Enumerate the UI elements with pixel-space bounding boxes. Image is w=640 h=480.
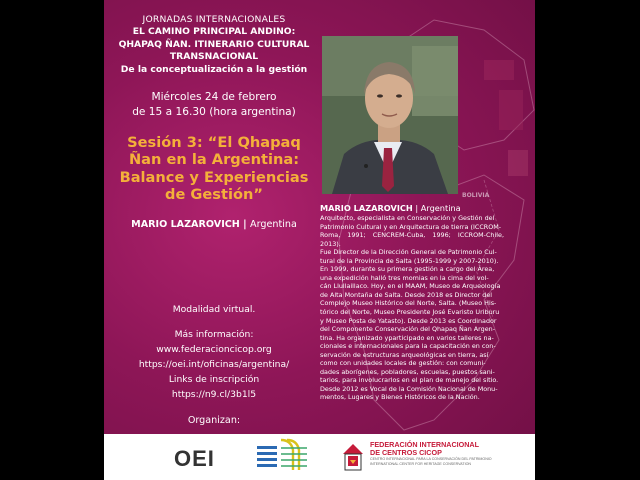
session-title-line: Sesión 3: “El Qhapaq xyxy=(127,134,301,152)
bio-line: dades aborígenes, pobladores, escuelas, puestos sani- xyxy=(320,367,495,376)
bio-line: Roma, 1991; CENCREM-Cuba, 1996; ICCROM-Chile, 2013). xyxy=(320,231,504,248)
contact-info xyxy=(114,302,314,402)
event-date xyxy=(114,90,314,120)
bio-line: como con unidades locales de gestión: con comuni- xyxy=(320,359,486,368)
event-title-line: TRANSNACIONAL xyxy=(169,51,259,63)
speaker-separator: | xyxy=(239,218,251,230)
speaker-name: MARIO LAZAROVICH xyxy=(131,218,240,230)
registration-label: Links de inscripción xyxy=(168,374,260,385)
more-info-label: Más información: xyxy=(174,329,254,340)
event-info-column xyxy=(114,14,314,230)
session-title-line: Balance y Experiencias xyxy=(119,168,309,186)
bio-line: Patrimonio Cultural y en Arquitectura de tierra (ICCROM- xyxy=(320,222,502,231)
site-link-cicop[interactable]: www.federacioncicop.org xyxy=(156,344,272,355)
cicop-subtitle-line: INTERNATIONAL CENTER FOR HERITAGE CONSERVATION xyxy=(370,462,471,466)
event-subtitle: De la conceptualización a la gestión xyxy=(120,63,308,75)
bio-line: cán Llullaillaco. Hoy, en el MAAM, Museo de Arqueología xyxy=(320,282,501,291)
bio-line: Arquitecto, especialista en Conservación y Gestión del xyxy=(320,214,495,222)
bio-line: mentos, Lugares y Bienes Históricos de la Nación. xyxy=(320,393,480,402)
bio-line: y Museo Posta de Yatasto). Desde 2013 es Coordinador xyxy=(320,316,497,325)
bio-line: En 1999, durante su primera gestión a cargo del Área, xyxy=(320,265,495,274)
registration-link[interactable]: https://n9.cl/3b1l5 xyxy=(171,389,257,400)
bio-line: servación de estructuras arqueológicas en tierra, así xyxy=(320,350,489,359)
event-title xyxy=(114,14,314,76)
bio-line: de Alta Montaña de Salta. Desde 2018 es Director del xyxy=(320,290,493,299)
speaker-line xyxy=(114,219,314,230)
event-poster xyxy=(104,0,535,480)
bio-line: Desde 2012 es Vocal de la Comisión Nacional de Monu- xyxy=(320,384,498,393)
bio-line: tina. Ha organizado yparticipado en varios talleres na- xyxy=(320,333,494,342)
cicop-name-line: FEDERACIÓN INTERNACIONAL xyxy=(370,440,480,449)
bio-speaker-name: MARIO LAZAROVICH xyxy=(320,203,413,213)
bio-text xyxy=(320,214,504,402)
bio-line: tural de la Provincia de Salta (1995-1999 y 2007-2010). xyxy=(320,256,499,265)
cicop-logo-text xyxy=(370,441,530,467)
event-title-line: QHAPAQ ÑAN. ITINERARIO CULTURAL xyxy=(118,38,310,50)
event-date-time: de 15 a 16.30 (hora argentina) xyxy=(132,106,296,119)
speaker-bio xyxy=(320,203,504,402)
bio-line: Complejo Museo Histórico del Norte, Salta. (Museo His- xyxy=(320,299,497,308)
speaker-photo xyxy=(322,36,458,194)
bio-line: una expedición halló tres momias en la cima del vol- xyxy=(320,273,489,282)
modality-text: Modalidad virtual. xyxy=(172,304,256,315)
bio-line: Fue Director de la Dirección General de Patrimonio Cul- xyxy=(320,248,497,257)
cicop-name-line: DE CENTROS CICOP xyxy=(370,448,442,458)
bio-line: tarios, para involucrarlos en el plan de manejo del sitio. xyxy=(320,376,499,385)
event-title-line: JORNADAS INTERNACIONALES xyxy=(142,14,286,25)
cicop-subtitle-line: CENTRO INTERNACIONAL PARA LA CONSERVACIÓN DEL PATRIMONIO xyxy=(370,457,492,462)
bio-line: cionales e internacionales para la capacitación en con- xyxy=(320,342,496,351)
event-title-line: EL CAMINO PRINCIPAL ANDINO: xyxy=(132,26,296,38)
bio-separator: | xyxy=(415,203,419,213)
bio-line: del Componente Conservación del Qhapaq Ñan Argen- xyxy=(320,325,496,334)
site-link-oei[interactable]: https://oei.int/oficinas/argentina/ xyxy=(138,359,290,370)
bio-line: tórico del Norte, Museo Presidente José Evaristo Uriburu xyxy=(320,308,500,317)
bio-speaker-country: Argentina xyxy=(420,203,461,213)
session-title-line: Ñan en la Argentina: xyxy=(128,151,300,169)
bio-title xyxy=(320,203,504,214)
organizers-label: Organizan: xyxy=(187,415,241,426)
cicop-logo-icon xyxy=(342,442,364,472)
speaker-country: Argentina xyxy=(250,218,297,230)
event-date-day: Miércoles 24 de febrero xyxy=(151,91,277,104)
map-label-bolivia: BOLIVIA xyxy=(462,192,490,199)
session-title xyxy=(114,134,314,204)
session-title-line: de Gestión” xyxy=(165,186,263,204)
oei-logo: OEI xyxy=(174,446,215,471)
stripes-logo-icon xyxy=(251,436,315,474)
